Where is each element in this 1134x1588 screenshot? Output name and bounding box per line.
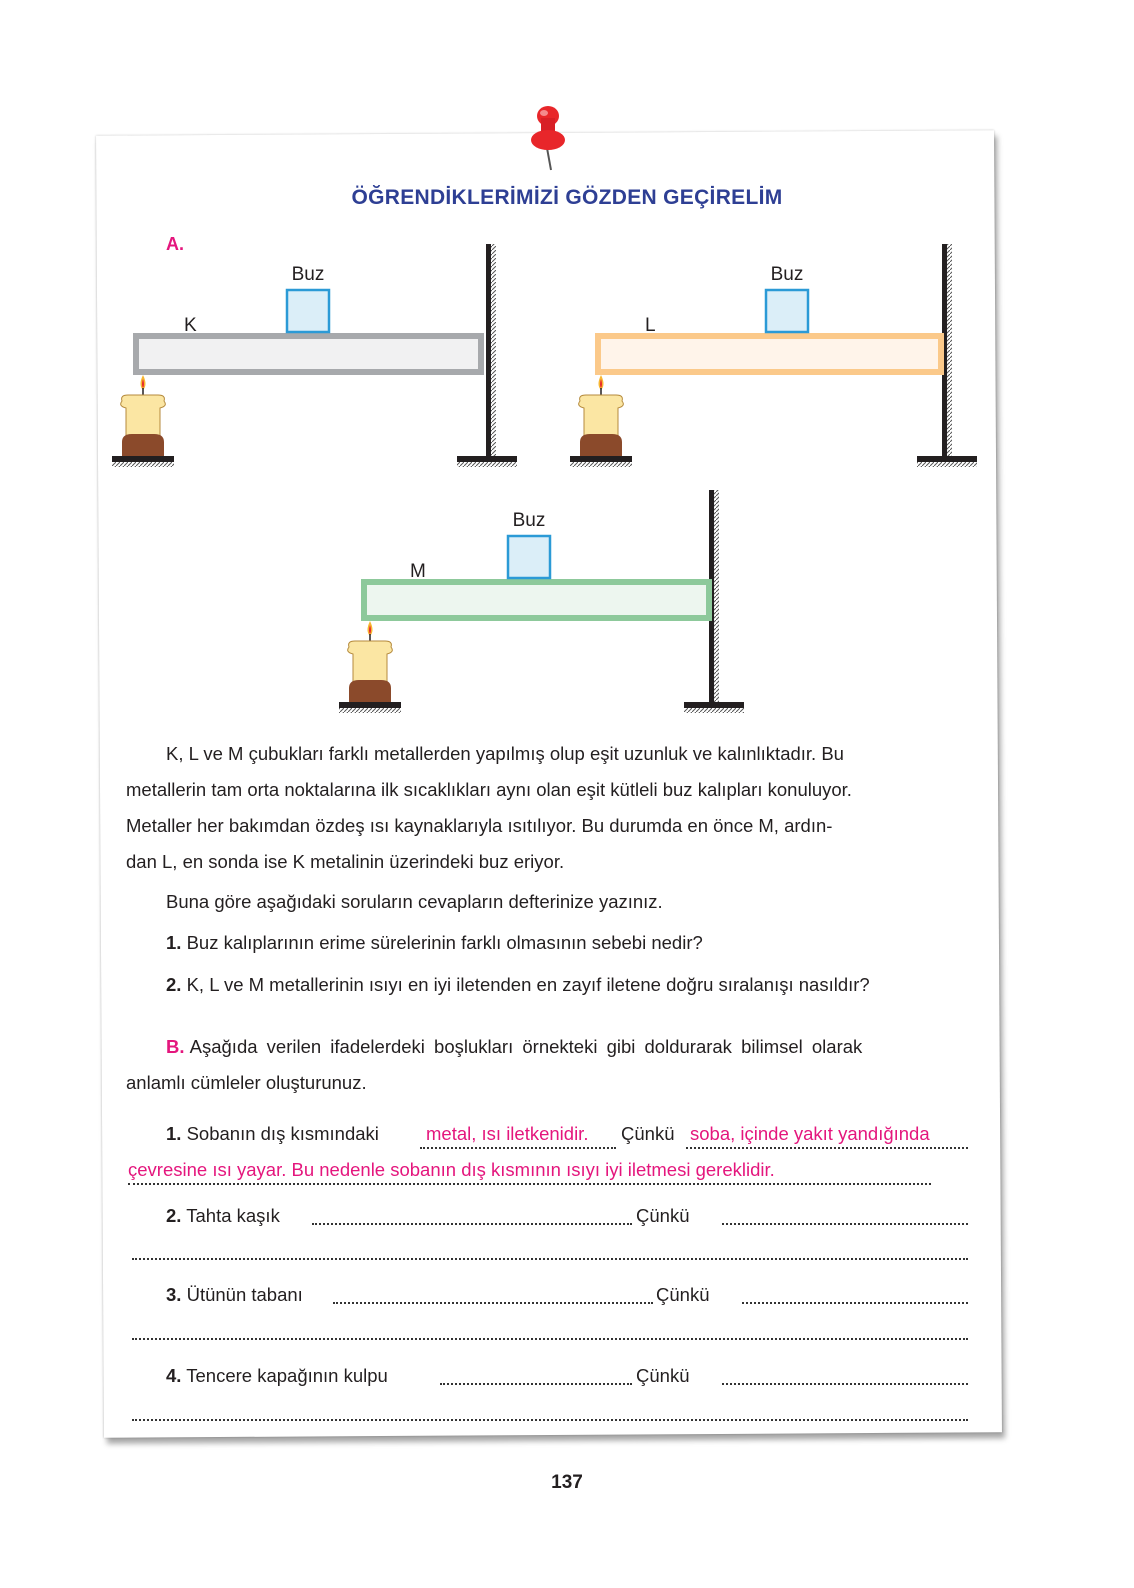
because-label: Çünkü: [636, 1365, 690, 1386]
item-4-prompt: [166, 1365, 388, 1387]
section-b-intro-line-2: anlamlı cümleler oluşturunuz.: [126, 1072, 367, 1093]
item-1-answer: metal, ısı iletkenidir.: [426, 1123, 589, 1144]
reason-blank[interactable]: [722, 1223, 968, 1225]
section-b-intro-line-1: Aşağıda verilen ifadelerdeki boşlukları örnekteki gibi doldurarak bilimsel olarak: [189, 1036, 863, 1057]
reason-blank[interactable]: [722, 1383, 968, 1385]
paragraph-line-1: K, L ve M çubukları farklı metallerden yapılmış olup eşit uzunluk ve kalınlıktadır. Bu: [166, 743, 844, 764]
stand-base-hatch: [457, 462, 517, 467]
metal-rod: [598, 336, 941, 372]
item-number: 1.: [166, 1123, 182, 1144]
candle-icon: [339, 621, 401, 713]
pushpin-icon: [524, 104, 572, 174]
question-number: 1.: [166, 932, 182, 953]
rod-label: M: [410, 561, 426, 582]
reason-blank-line-2: [128, 1183, 931, 1185]
candle-icon: [112, 375, 174, 467]
stand-base: [917, 456, 977, 462]
reason-blank: [686, 1147, 968, 1149]
item-number: 2.: [166, 1205, 182, 1226]
stand-hatch: [491, 244, 496, 456]
reason-blank-line-2[interactable]: [132, 1258, 968, 1260]
instruction-text: Buna göre aşağıdaki soruların cevapların defterinize yazınız.: [166, 891, 663, 912]
rod-label: K: [184, 315, 197, 336]
because-label: Çünkü: [656, 1284, 710, 1305]
reason-blank-line-2[interactable]: [132, 1419, 968, 1421]
figure-rod-m: [336, 484, 756, 719]
stand-base-hatch: [917, 462, 977, 467]
item-text: Tencere kapağının kulpu: [186, 1365, 388, 1386]
ice-label: Buz: [291, 264, 325, 285]
item-text: Ütünün tabanı: [186, 1284, 303, 1305]
paragraph-line-2: metallerin tam orta noktalarına ilk sıcaklıkları aynı olan eşit kütleli buz kalıpları konuluyor.: [126, 779, 852, 800]
item-number: 4.: [166, 1365, 182, 1386]
rod-label: L: [645, 315, 656, 336]
answer-blank: [420, 1147, 616, 1149]
item-1-prompt: [166, 1123, 379, 1145]
item-text: Tahta kaşık: [186, 1205, 280, 1226]
item-number: 3.: [166, 1284, 182, 1305]
page-title: ÖĞRENDİKLERİMİZİ GÖZDEN GEÇİRELİM: [351, 186, 783, 209]
because-label: Çünkü: [621, 1123, 675, 1144]
question-2: [166, 974, 870, 996]
question-1: [166, 932, 703, 954]
figure-rod-l: [570, 238, 990, 473]
candle-icon: [570, 375, 632, 467]
ice-label: Buz: [770, 264, 804, 285]
stand-pole: [486, 244, 491, 456]
answer-blank[interactable]: [312, 1223, 632, 1225]
ice-block: [287, 290, 329, 332]
item-2-prompt: [166, 1205, 280, 1227]
answer-blank[interactable]: [333, 1302, 653, 1304]
stand-base: [684, 702, 744, 708]
stand-hatch: [947, 244, 952, 456]
because-label: Çünkü: [636, 1205, 690, 1226]
question-text: K, L ve M metallerinin ısıyı en iyi iletenden en zayıf iletene doğru sıralanışı nasıldır?: [186, 974, 870, 995]
stand-hatch: [714, 490, 719, 702]
question-text: Buz kalıplarının erime sürelerinin farklı olmasının sebebi nedir?: [186, 932, 703, 953]
metal-rod: [364, 582, 709, 618]
ice-block: [508, 536, 550, 578]
section-a-label: A.: [166, 234, 184, 254]
figure-rod-k: [108, 238, 528, 473]
ice-label: Buz: [512, 510, 546, 531]
item-text: Sobanın dış kısmındaki: [186, 1123, 379, 1144]
stand-base: [457, 456, 517, 462]
item-1-reason-line-1: soba, içinde yakıt yandığında: [690, 1123, 930, 1144]
question-number: 2.: [166, 974, 182, 995]
item-1-reason-line-2: çevresine ısı yayar. Bu nedenle sobanın dış kısmının ısıyı iyi iletmesi gereklidir.: [128, 1159, 775, 1180]
section-b-label: B.: [166, 1036, 185, 1057]
section-b-intro: [166, 1036, 862, 1058]
metal-rod: [136, 336, 481, 372]
item-3-prompt: [166, 1284, 303, 1306]
reason-blank[interactable]: [742, 1302, 968, 1304]
stand-base-hatch: [684, 708, 744, 713]
paragraph-line-4: dan L, en sonda ise K metalinin üzerindeki buz eriyor.: [126, 851, 565, 872]
ice-block: [766, 290, 808, 332]
answer-blank[interactable]: [440, 1383, 632, 1385]
paragraph-line-3: Metaller her bakımdan özdeş ısı kaynaklarıyla ısıtılıyor. Bu durumda en önce M, ardın-: [126, 815, 833, 836]
reason-blank-line-2[interactable]: [132, 1338, 968, 1340]
page-number: 137: [551, 1472, 583, 1493]
